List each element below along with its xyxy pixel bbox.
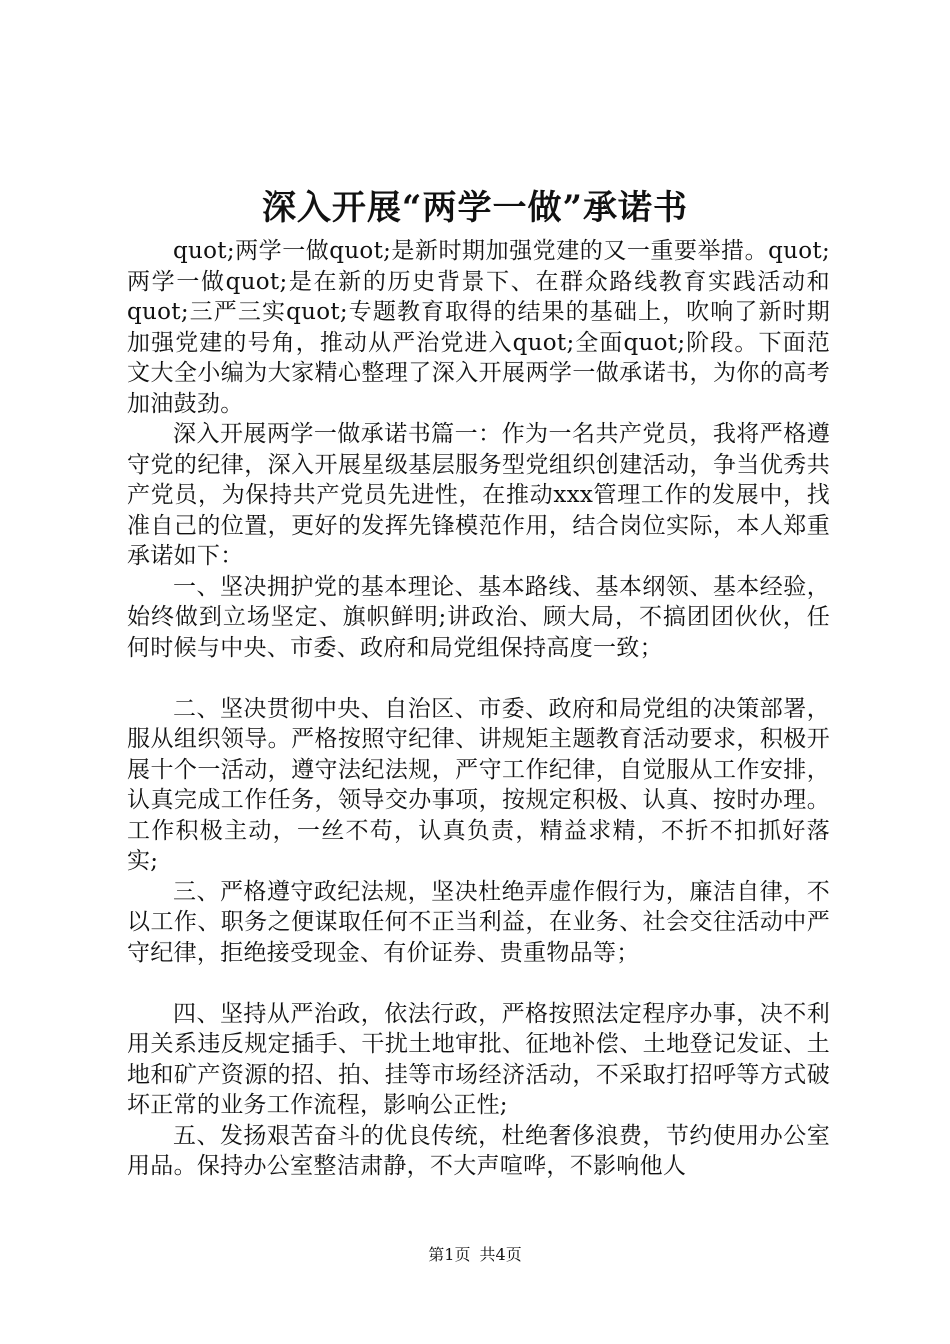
paragraph-intro: quot;两学一做quot;是新时期加强党建的又一重要举措。quot;两学一做quot;是在新的历史背景下、在群众路线教育实践活动和quot;三严三实quot;专题教育取得的结果的基础上，吹响了新时期加强党建的号角，推动从严治党进入quot;全面quot;阶段。下面范文大全小编为大家精心整理了深入开展两学一做承诺书，为你的高考加油鼓劲。 — [127, 238, 830, 417]
blank-line — [127, 968, 830, 999]
page-number-current: 第1页 — [428, 1245, 471, 1264]
paragraph-item-3: 三、严格遵守政纪法规，坚决杜绝弄虚作假行为，廉洁自律，不以工作、职务之便谋取任何不正当利益，在业务、社会交往活动中严守纪律，拒绝接受现金、有价证券、贵重物品等； — [127, 878, 830, 966]
paragraph-item-1: 一、坚决拥护党的基本理论、基本路线、基本纲领、基本经验，始终做到立场坚定、旗帜鲜明;讲政治、顾大局，不搞团团伙伙，任何时候与中央、市委、政府和局党组保持高度一致； — [127, 573, 830, 661]
blank-line — [127, 663, 830, 694]
page-footer — [0, 1244, 950, 1266]
page-number-total: 共4页 — [479, 1245, 522, 1264]
paragraph-item-5: 五、发扬艰苦奋斗的优良传统，杜绝奢侈浪费，节约使用办公室用品。保持办公室整洁肃静，不大声喧哗，不影响他人 — [127, 1122, 830, 1179]
paragraph-item-4: 四、坚持从严治政，依法行政，严格按照法定程序办事，决不利用关系违反规定插手、干扰土地审批、征地补偿、土地登记发证、土地和矿产资源的招、拍、挂等市场经济活动，不采取打招呼等方式破坏正常的业务工作流程，影响公正性; — [127, 1000, 830, 1118]
paragraph-item-2: 二、坚决贯彻中央、自治区、市委、政府和局党组的决策部署，服从组织领导。严格按照守纪律、讲规矩主题教育活动要求，积极开展十个一活动，遵守法纪法规，严守工作纪律，自觉服从工作安排，认真完成工作任务，领导交办事项，按规定积极、认真、按时办理。工作积极主动，一丝不苟，认真负责，精益求精，不折不扣抓好落实; — [127, 695, 830, 874]
paragraph-pledge-intro: 深入开展两学一做承诺书篇一：作为一名共产党员，我将严格遵守党的纪律，深入开展星级基层服务型党组织创建活动，争当优秀共产党员，为保持共产党员先进性，在推动xxx管理工作的发展中，找准自己的位置，更好的发挥先锋模范作用，结合岗位实际，本人郑重承诺如下： — [127, 421, 830, 569]
document-title: 深入开展“两学一做”承诺书 — [261, 188, 689, 228]
document-body — [127, 236, 830, 1182]
